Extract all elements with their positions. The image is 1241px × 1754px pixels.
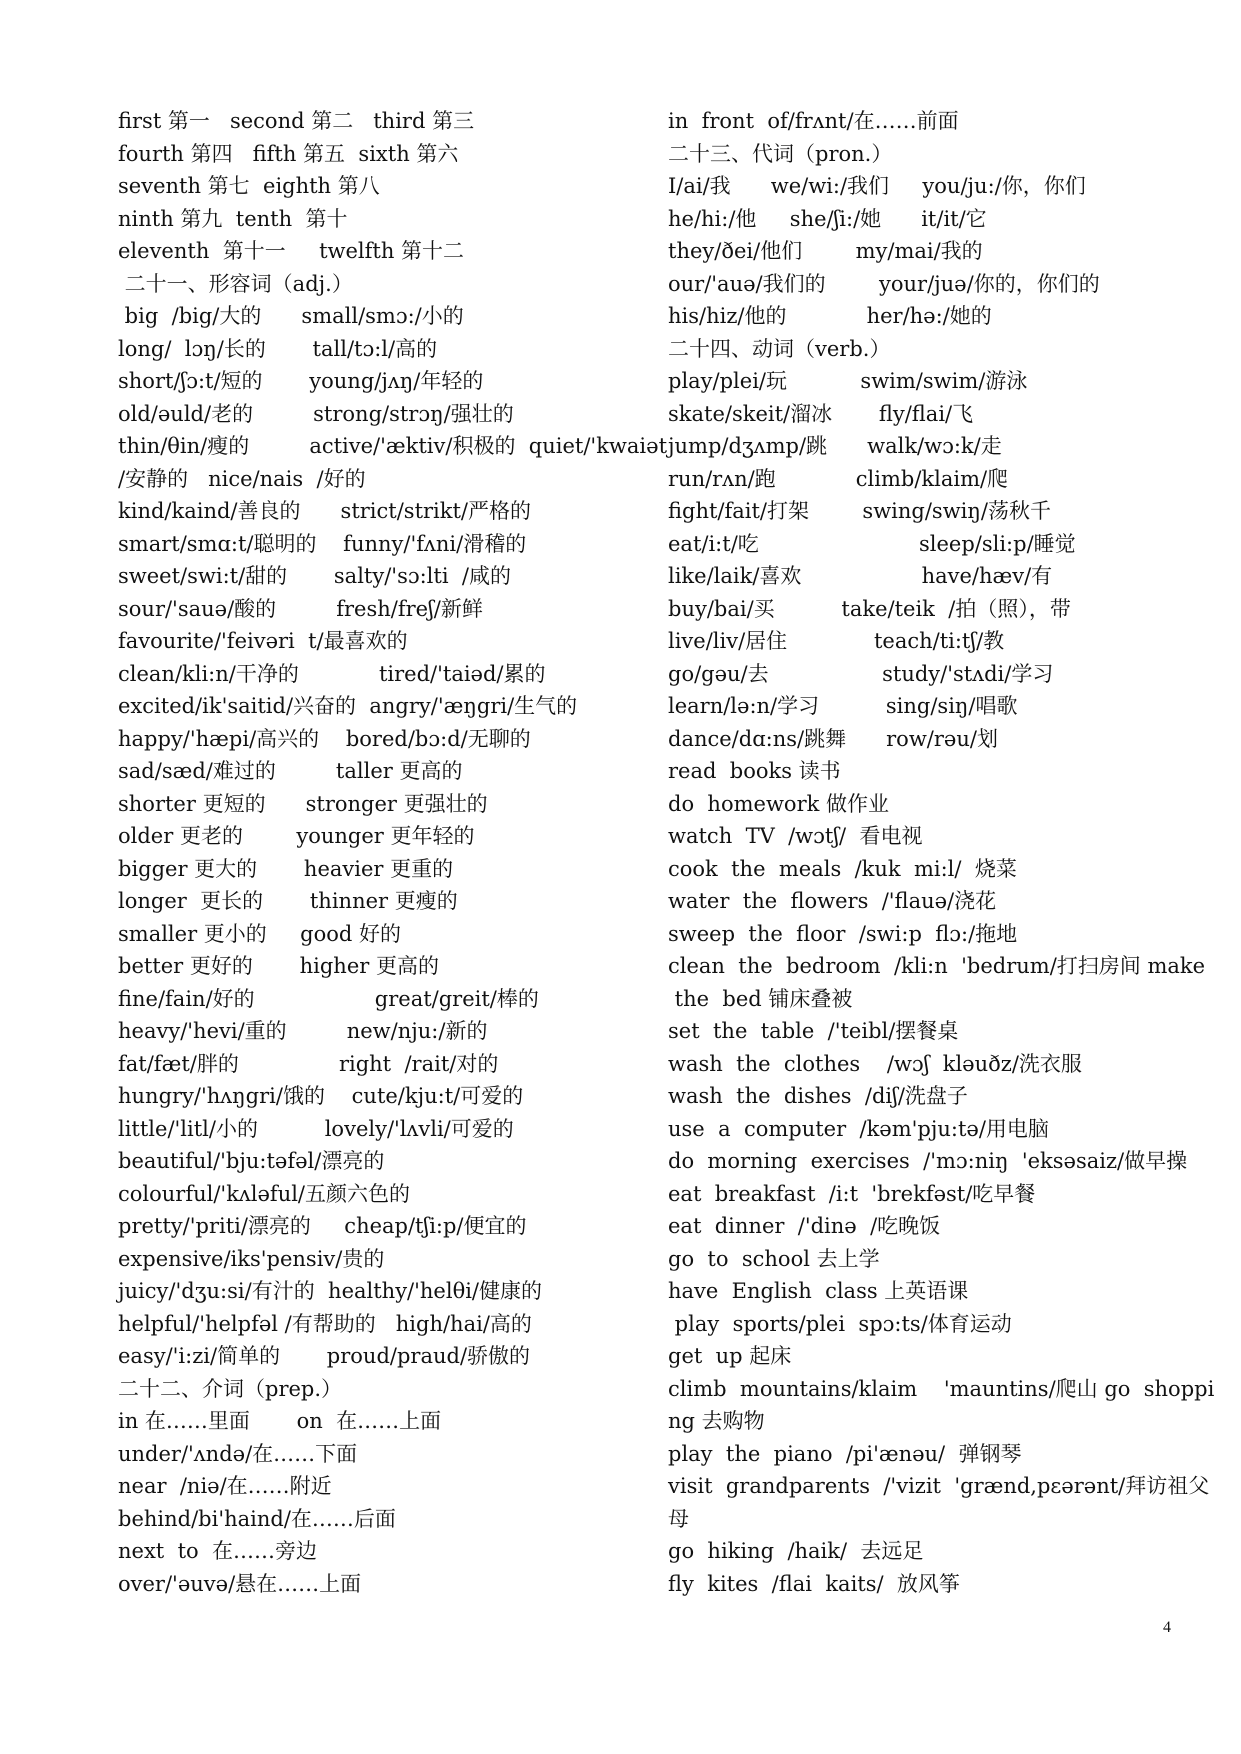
vocab-line: /安静的 nice/nais /好的 (118, 466, 366, 491)
vocab-line: juicy/'dʒu:si/有汁的 healthy/'helθi/健康的 (118, 1279, 543, 1303)
vocab-line: I/ai/我 we/wi:/我们 you/ju:/你，你们 (668, 174, 1086, 198)
vocab-line: wash the dishes /diʃ/洗盘子 (668, 1084, 968, 1108)
vocab-line: eat dinner /'dinə /吃晚饭 (668, 1214, 941, 1238)
vocab-line: bigger 更大的 heavier 更重的 (118, 856, 454, 881)
vocab-line: water the flowers /'flauə/浇花 (668, 889, 997, 913)
vocab-line: seventh 第七 eighth 第八 (118, 174, 380, 198)
vocab-line: shorter 更短的 stronger 更强壮的 (118, 791, 488, 816)
vocab-line: 二十四、动词（verb.） (668, 336, 891, 361)
vocab-line: set the table /'teibl/摆餐桌 (668, 1019, 959, 1043)
vocab-line: run/rʌn/跑 climb/klaim/爬 (668, 466, 1009, 491)
vocab-line: fly kites /flai kaits/ 放风筝 (668, 1571, 960, 1596)
vocab-line: in front of/frʌnt/在……前面 (668, 109, 959, 133)
vocab-line: little/'litl/小的 lovely/'lʌvli/可爱的 (118, 1116, 514, 1141)
vocab-line: thin/θin/瘦的 active/'æktiv/积极的 quiet/'kwaiət (118, 434, 668, 458)
vocab-line: skate/skeit/溜冰 fly/flai/飞 (668, 401, 974, 426)
page-number: 4 (1163, 1619, 1171, 1636)
right-column (668, 105, 1215, 1600)
vocab-line: kind/kaind/善良的 strict/strikt/严格的 (118, 499, 531, 523)
vocab-line: sad/sæd/难过的 taller 更高的 (118, 759, 463, 783)
vocab-line: clean the bedroom /kli:n 'bedrum/打扫房间 make (668, 954, 1206, 978)
vocab-line: sour/'sauə/酸的 fresh/freʃ/新鲜 (118, 596, 483, 621)
vocab-line: his/hiz/他的 her/hə:/她的 (668, 304, 992, 328)
vocab-line: clean/kli:n/干净的 tired/'taiəd/累的 (118, 661, 546, 686)
vocab-line: go hiking /haik/ 去远足 (668, 1539, 924, 1563)
vocab-line: 二十三、代词（pron.） (668, 141, 893, 166)
vocab-line: helpful/'helpfəl /有帮助的 high/hai/高的 (118, 1311, 532, 1336)
left-column (118, 105, 668, 1600)
vocab-line: long/ lɔŋ/长的 tall/tɔ:l/高的 (118, 336, 438, 361)
vocab-line: play sports/plei spɔ:ts/体育运动 (668, 1311, 1012, 1336)
vocab-line: excited/ik'saitid/兴奋的 angry/'æŋgri/生气的 (118, 694, 578, 718)
vocab-line: go/gəu/去 study/'stʌdi/学习 (668, 661, 1054, 686)
vocab-line: climb mountains/klaim 'mauntins/爬山 go shoppi (668, 1376, 1215, 1401)
vocab-line: play/plei/玩 swim/swim/游泳 (668, 369, 1028, 393)
vocab-line: hungry/'hʌŋgri/饿的 cute/kju:t/可爱的 (118, 1084, 524, 1108)
vocab-line: short/ʃɔ:t/短的 young/jʌŋ/年轻的 (118, 369, 484, 393)
vocab-line: cook the meals /kuk mi:l/ 烧菜 (668, 856, 1017, 881)
vocab-line: 二十一、形容词（adj.） (118, 271, 353, 296)
vocab-line: expensive/iks'pensiv/贵的 (118, 1246, 385, 1271)
vocab-line: pretty/'priti/漂亮的 cheap/tʃi:p/便宜的 (118, 1214, 527, 1238)
vocab-line: have English class 上英语课 (668, 1279, 969, 1303)
vocab-line: fine/fain/好的 great/greit/棒的 (118, 986, 539, 1011)
vocab-line: behind/bi'haind/在……后面 (118, 1506, 396, 1531)
vocab-line: they/ðei/他们 my/mai/我的 (668, 239, 983, 263)
vocab-line: smart/smɑ:t/聪明的 funny/'fʌni/滑稽的 (118, 531, 527, 556)
vocab-line: dance/dɑ:ns/跳舞 row/rəu/划 (668, 726, 998, 751)
vocab-line: eat/i:t/吃 sleep/sli:p/睡觉 (668, 531, 1076, 556)
vocab-line: beautiful/'bju:təfəl/漂亮的 (118, 1149, 385, 1173)
vocab-line: fourth 第四 fifth 第五 sixth 第六 (118, 141, 459, 166)
vocab-line: do morning exercises /'mɔ:niŋ 'eksəsaiz/做早操 (668, 1149, 1188, 1173)
vocab-line: older 更老的 younger 更年轻的 (118, 824, 475, 848)
vocab-line: do homework 做作业 (668, 791, 890, 816)
vocab-line: like/laik/喜欢 have/hæv/有 (668, 564, 1053, 588)
vocab-line: smaller 更小的 good 好的 (118, 921, 402, 946)
vocab-line: 二十二、介词（prep.） (118, 1376, 343, 1401)
vocab-line: the bed 铺床叠被 (668, 986, 853, 1011)
vocab-line: fight/fait/打架 swing/swiŋ/荡秋千 (668, 499, 1051, 523)
vocab-line: read books 读书 (668, 759, 841, 783)
vocab-line: longer 更长的 thinner 更瘦的 (118, 889, 458, 913)
vocab-line: colourful/'kʌləful/五颜六色的 (118, 1181, 411, 1206)
vocab-line: buy/bai/买 take/teik /拍（照），带 (668, 596, 1071, 621)
vocab-line: easy/'i:zi/简单的 proud/praud/骄傲的 (118, 1344, 531, 1368)
vocab-line: under/'ʌndə/在……下面 (118, 1441, 358, 1466)
vocab-line: over/'əuvə/悬在……上面 (118, 1571, 362, 1596)
vocab-line: sweep the floor /swi:p flɔ:/拖地 (668, 921, 1018, 946)
vocab-line: heavy/'hevi/重的 new/nju:/新的 (118, 1019, 488, 1043)
vocab-line: in 在……里面 on 在……上面 (118, 1409, 442, 1433)
vocab-line: go to school 去上学 (668, 1246, 880, 1271)
vocab-line: ng 去购物 (668, 1409, 765, 1433)
vocab-line: ninth 第九 tenth 第十 (118, 206, 348, 231)
vocab-line: he/hi:/他 she/ʃi:/她 it/it/它 (668, 206, 987, 231)
vocab-line: jump/dʒʌmp/跳 walk/wɔ:k/走 (668, 434, 1002, 458)
vocab-line: eat breakfast /i:t 'brekfəst/吃早餐 (668, 1181, 1036, 1206)
vocab-line: 母 (668, 1506, 689, 1531)
vocab-line: better 更好的 higher 更高的 (118, 954, 439, 978)
vocab-line: our/'auə/我们的 your/juə/你的，你们的 (668, 271, 1100, 296)
vocab-line: eleventh 第十一 twelfth 第十二 (118, 239, 465, 263)
vocab-line: big /big/大的 small/smɔ:/小的 (118, 304, 464, 328)
vocab-line: old/əuld/老的 strong/strɔŋ/强壮的 (118, 401, 514, 426)
vocab-line: use a computer /kəm'pju:tə/用电脑 (668, 1116, 1049, 1141)
vocab-line: learn/lə:n/学习 sing/siŋ/唱歌 (668, 694, 1018, 718)
vocab-line: first 第一 second 第二 third 第三 (118, 109, 475, 133)
vocab-line: next to 在……旁边 (118, 1539, 318, 1563)
vocab-line: sweet/swi:t/甜的 salty/'sɔ:lti /咸的 (118, 564, 511, 588)
vocab-line: play the piano /pi'ænəu/ 弹钢琴 (668, 1441, 1022, 1466)
vocab-line: visit grandparents /'vizit 'grænd,pɛərənt/拜访祖父 (668, 1474, 1210, 1498)
vocab-line: favourite/'feivəri t/最喜欢的 (118, 629, 408, 653)
vocab-line: live/liv/居住 teach/ti:tʃ/教 (668, 629, 1005, 653)
vocab-line: happy/'hæpi/高兴的 bored/bɔ:d/无聊的 (118, 726, 531, 751)
vocab-line: watch TV /wɔtʃ/ 看电视 (668, 824, 923, 848)
vocab-line: fat/fæt/胖的 right /rait/对的 (118, 1051, 499, 1076)
vocab-line: get up 起床 (668, 1344, 792, 1368)
vocab-line: wash the clothes /wɔʃ kləuðz/洗衣服 (668, 1051, 1082, 1076)
vocab-line: near /niə/在……附近 (118, 1474, 332, 1498)
